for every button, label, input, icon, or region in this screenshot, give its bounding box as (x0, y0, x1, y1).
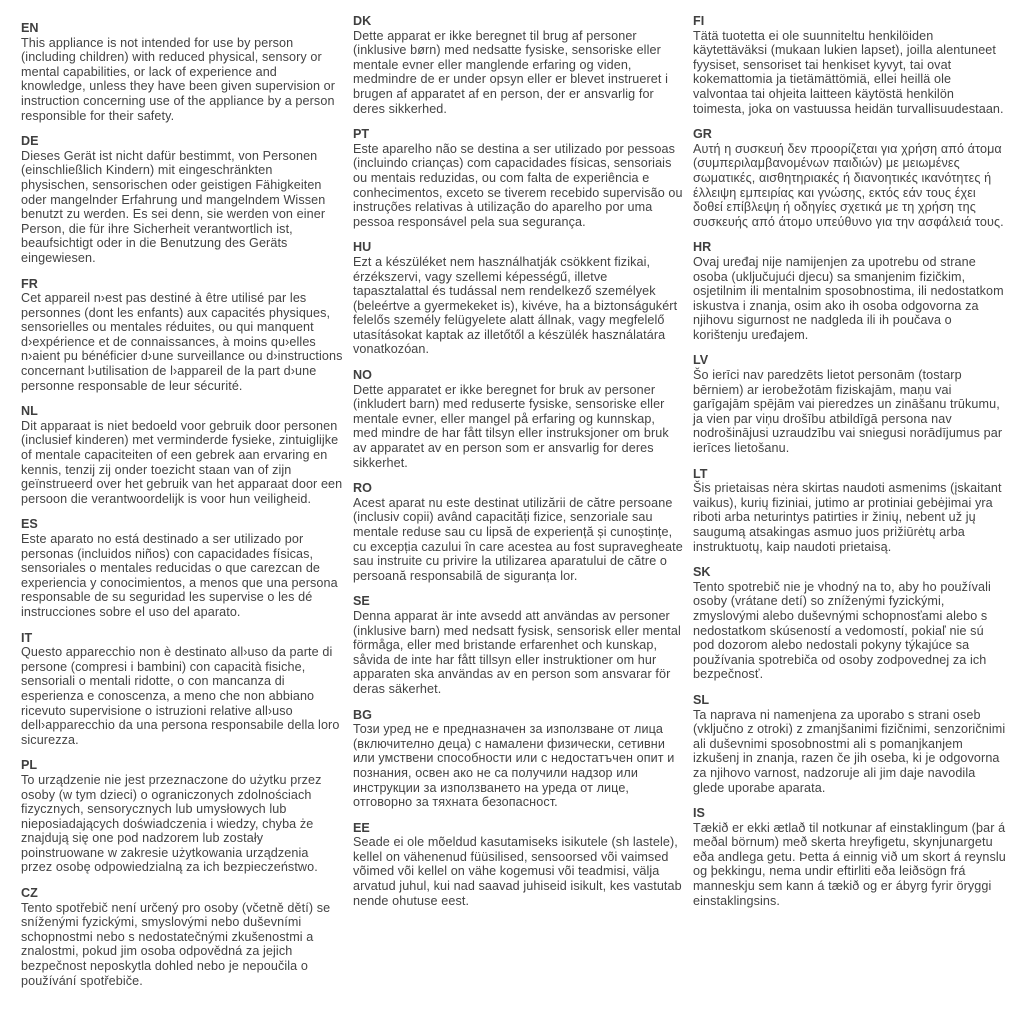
lang-section-gr (693, 127, 1006, 229)
lang-text-en: This appliance is not intended for use by person (including children) with reduced physical, sensory or mental capabilities, or lack of experience and knowledge, unless they have been given supervision or instruction concerning use of the appliance by a person responsible for their safety. (21, 35, 336, 123)
lang-section-it (21, 631, 343, 748)
lang-code-lv: LV (693, 353, 709, 368)
lang-code-se: SE (353, 594, 370, 609)
lang-section-hr (693, 240, 1006, 342)
lang-section-de (21, 134, 343, 265)
lang-text-nl: Dit apparaat is niet bedoeld voor gebruik door personen (inclusief kinderen) met verminderde fysieke, zintuiglijke of mentale capaciteiten of een gebrek aan ervaring en kennis, tenzij zij onder toezicht staan van of zijn geïnstrueerd over het gebruik van het apparaat door een persoon die verantwoordelijk is voor hun veiligheid. (21, 418, 343, 506)
lang-code-cz: CZ (21, 886, 38, 901)
lang-section-pt (353, 127, 683, 229)
lang-code-bg: BG (353, 707, 372, 722)
lang-text-pl: To urządzenie nie jest przeznaczone do użytku przez osoby (w tym dzieci) o ograniczonych zdolnościach fizycznych, sensorycznych lub umysłowych lub nieposiadających doświadczenia i wiedzy, chyba że znajdują się one pod nadzorem lub zostały poinstruowane w zakresie użytkowania urządzenia przez osobę odpowiedzialną za ich bezpieczeństwo. (21, 772, 322, 875)
lang-code-es: ES (21, 517, 38, 532)
lang-section-ee (353, 821, 683, 909)
lang-code-no: NO (353, 368, 372, 383)
lang-text-se: Denna apparat är inte avsedd att användas av personer (inklusive barn) med nedsatt fysisk, sensorisk eller mental förmåga, eller med bristande erfarenhet och kunskap, såvida de inte har fått tillsyn eller instruktioner om hur apparaten ska användas av en person som ansvarar för deras säkerhet. (353, 608, 681, 696)
lang-text-es: Este aparato no está destinado a ser utilizado por personas (incluidos niños) con capacidades físicas, sensoriales o mentales reducidas o que carezcan de experiencia y conocimientos, a menos que una persona responsable de su seguridad les supervise o les dé instrucciones sobre el uso del aparato. (21, 532, 338, 619)
lang-text-lt: Šis prietaisas nėra skirtas naudoti asmenims (įskaitant vaikus), kurių fiziniai, jutimo ar protiniai gebėjimai yra riboti arba neturintys patirties ir žinių, nebent už jų saugumą atsakingas asmuo juos prižiūrėtų arba instruktuotų, kaip naudoti prietaisą. (693, 481, 1002, 554)
lang-code-ro: RO (353, 481, 372, 496)
lang-section-bg (353, 708, 683, 810)
lang-code-it: IT (21, 630, 33, 645)
lang-section-fi (693, 14, 1006, 116)
lang-code-en: EN (21, 21, 39, 35)
lang-section-sk (693, 565, 1006, 682)
lang-code-fr: FR (21, 276, 38, 291)
lang-section-se (353, 594, 683, 696)
language-column-3 (693, 14, 1016, 1024)
lang-code-nl: NL (21, 404, 38, 419)
lang-text-ro: Acest aparat nu este destinat utilizării de către persoane (inclusiv copii) având capacități fizice, senzoriale sau mentale reduse sau cu lipsă de experiență și cunoștințe, cu excepția cazului în care acestea au fost supravegheate sau instruite cu privire la utilizarea aparatului de către o persoană responsabilă de siguranța lor. (353, 495, 683, 583)
lang-code-dk: DK (353, 14, 372, 28)
lang-text-cz: Tento spotřebič není určený pro osoby (včetně dětí) se sníženými fyzickými, smyslovými nebo duševními schopnostmi nebo s nedostatečnými zkušenostmi a znalostmi, pokud jim osoba odpovědná za jejich bezpečnost neposkytla dohled nebo je nepoučila o používání spotřebiče. (21, 900, 331, 988)
lang-section-nl (21, 404, 343, 506)
lang-code-is: IS (693, 806, 705, 821)
lang-code-hr: HR (693, 240, 712, 255)
lang-code-pl: PL (21, 758, 38, 773)
lang-code-fi: FI (693, 14, 705, 28)
lang-section-is (693, 806, 1006, 908)
lang-text-ee: Seade ei ole mõeldud kasutamiseks isikutele (sh lastele), kellel on vähenenud füüsilised, sensoorsed või vaimsed võimed või kellel on vähe kogemusi või teadmisi, välja arvatud juhul, kui nad saavad juhiseid isikult, kes vastutab nende ohutuse eest. (353, 835, 682, 908)
lang-text-bg: Този уред не е предназначен за използване от лица (включително деца) с намалени физически, сетивни или умствени способности или с недостатъчен опит и познания, освен ако не са получили надзор или инструкции за използването на уреда от лице, отговорно за тяхната безопасност. (353, 722, 675, 810)
lang-section-sl (693, 693, 1006, 795)
lang-text-gr: Αυτή η συσκευή δεν προορίζεται για χρήση από άτομα (συμπεριλαμβανομένων παιδιών) με μειωμένες σωματικές, αισθητηριακές ή διανοητικές ικανότητες ή έλλειψη εμπειρίας και γνώσης, εκτός εάν τους έχει δοθεί επίβλεψη ή οδηγίες σχετικά με τη χρήση της συσκευής από άτομο υπεύθυνο για την ασφάλειά τους. (693, 141, 1004, 229)
lang-section-pl (21, 758, 343, 875)
lang-code-sl: SL (693, 692, 710, 707)
language-column-2 (353, 14, 693, 1024)
lang-section-es (21, 517, 343, 619)
lang-text-lv: Šo ierīci nav paredzēts lietot personām (tostarp bērniem) ar ierobežotām fiziskajām, maņu vai garīgajām spējām vai pieredzes un zināšanu trūkumu, ja vien par viņu drošību atbildīgā persona nav nodrošinājusi uzraudzību vai sniegusi norādījumus par ierīces lietošanu. (693, 368, 1003, 456)
lang-text-is: Tækið er ekki ætlað til notkunar af einstaklingum (þar á meðal börnum) með skerta hreyfigetu, skynjunargetu eða andlega getu. Þetta á einnig við um skort á reynslu og þekkingu, nema undir eftirliti eða leiðsögn frá manneskju sem kann á tækið og er ábyrg fyrir öryggi einstaklingsins. (693, 820, 1006, 908)
lang-code-gr: GR (693, 127, 712, 142)
lang-text-fi: Tätä tuotetta ei ole suunniteltu henkilöiden käytettäväksi (mukaan lukien lapset), joilla alentuneet fyysiset, sensoriset tai henkiset kyvyt, tai ovat kokemattomia ja tietämättömiä, ellei heillä ole valvontaa tai ohjeita laitteen käytöstä henkilön toimesta, joka on vastuussa heidän turvallisuudestaan. (693, 28, 1004, 116)
lang-section-dk (353, 14, 683, 116)
lang-text-sl: Ta naprava ni namenjena za uporabo s strani oseb (vključno z otroki) z zmanjšanimi fizičnimi, senzoričnimi ali duševnimi sposobnostmi ali s pomanjkanjem izkušenj in znanja, razen če jih oseba, ki je odgovorna za njihovo varnost, nadzoruje ali jim daje navodila glede uporabe aparata. (693, 707, 1006, 795)
lang-section-hu (353, 240, 683, 357)
language-column-1 (21, 14, 353, 1024)
lang-code-sk: SK (693, 565, 711, 580)
lang-text-dk: Dette apparat er ikke beregnet til brug af personer (inklusive børn) med nedsatte fysiske, sensoriske eller mentale evner eller manglende erfaring og viden, medmindre de er under opsyn eller er blevet instrueret i brugen af apparatet af en person, der er ansvarlig for deres sikkerhed. (353, 28, 669, 116)
lang-text-sk: Tento spotrebič nie je vhodný na to, aby ho používali osoby (vrátane detí) so zníženými fyzickými, zmyslovými alebo duševnými schopnosťami alebo s nedostatkom skúseností a vedomostí, pokiaľ nie sú pod dozorom alebo nedostali pokyny týkajúce sa používania spotrebiča od osoby zodpovednej za ich bezpečnosť. (693, 579, 991, 682)
lang-text-hu: Ezt a készüléket nem használhatják csökkent fizikai, érzékszervi, vagy szellemi képességű, illetve tapasztalattal és tudással nem rendelkező személyek (beleértve a gyermekeket is), kivéve, ha a biztonságukért felelős személy felügyelete alatt állnak, vagy megfelelő utasításokat kaptak az illetőtől a készülék használatára vonatkozóan. (353, 254, 678, 357)
lang-code-ee: EE (353, 820, 370, 835)
lang-code-lt: LT (693, 466, 708, 481)
lang-text-hr: Ovaj uređaj nije namijenjen za upotrebu od strane osoba (uključujući djecu) sa smanjenim fizičkim, osjetilnim ili mentalnim sposobnostima, ili nedostatkom iskustva i znanja, osim ako ih osoba odgovorna za njihovu sigurnost ne nadgleda ili ih poučava o korištenju uređajem. (693, 254, 1004, 342)
lang-text-pt: Este aparelho não se destina a ser utilizado por pessoas (incluindo crianças) com capacidades físicas, sensoriais ou mentais reduzidas, ou com falta de experiência e conhecimentos, exceto se tiverem recebido supervisão ou instruções relativas à utilização do aparelho por uma pessoa responsável pela sua segurança. (353, 141, 683, 229)
lang-code-hu: HU (353, 240, 372, 255)
lang-section-fr (21, 277, 343, 394)
lang-code-de: DE (21, 134, 39, 149)
lang-text-no: Dette apparatet er ikke beregnet for bruk av personer (inkludert barn) med reduserte fysiske, sensoriske eller mentale evner, eller mangel på erfaring og kunnskap, med mindre de har fått tilsyn eller instruksjoner om bruk av apparatet av en person som er ansvarlig for deres sikkerhet. (353, 382, 669, 470)
lang-section-cz (21, 886, 343, 988)
lang-section-lt (693, 467, 1006, 555)
lang-section-ro (353, 481, 683, 583)
lang-code-pt: PT (353, 127, 370, 142)
lang-section-lv (693, 353, 1006, 455)
lang-text-it: Questo apparecchio non è destinato all›uso da parte di persone (compresi i bambini) con capacità fisiche, sensoriali o mentali ridotte, o con mancanza di esperienza e conoscenza, a meno che non abbiano ricevuto supervisione o istruzioni relative all›uso dell›apparecchio da una persona responsabile della loro sicurezza. (21, 645, 340, 747)
lang-section-no (353, 368, 683, 470)
lang-text-fr: Cet appareil n›est pas destiné à être utilisé par les personnes (dont les enfants) aux capacités physiques, sensorielles ou mentales réduites, ou qui manquent d›expérience et de connaissances, à moins qu›elles n›aient pu bénéficier d›une surveillance ou d›instructions concernant l›utilisation de l›appareil de la part d›une personne responsable de leur sécurité. (21, 291, 343, 393)
lang-text-de: Dieses Gerät ist nicht dafür bestimmt, von Personen (einschließlich Kindern) mit eingeschränkten physischen, sensorischen oder geistigen Fähigkeiten oder mangelnder Erfahrung und mangelndem Wissen benutzt zu werden. Es sei denn, sie werden von einer Person, die für ihre Sicherheit verantwortlich ist, beaufsichtigt oder in die Benutzung des Geräts eingewiesen. (21, 148, 326, 265)
lang-section-en (21, 21, 343, 123)
